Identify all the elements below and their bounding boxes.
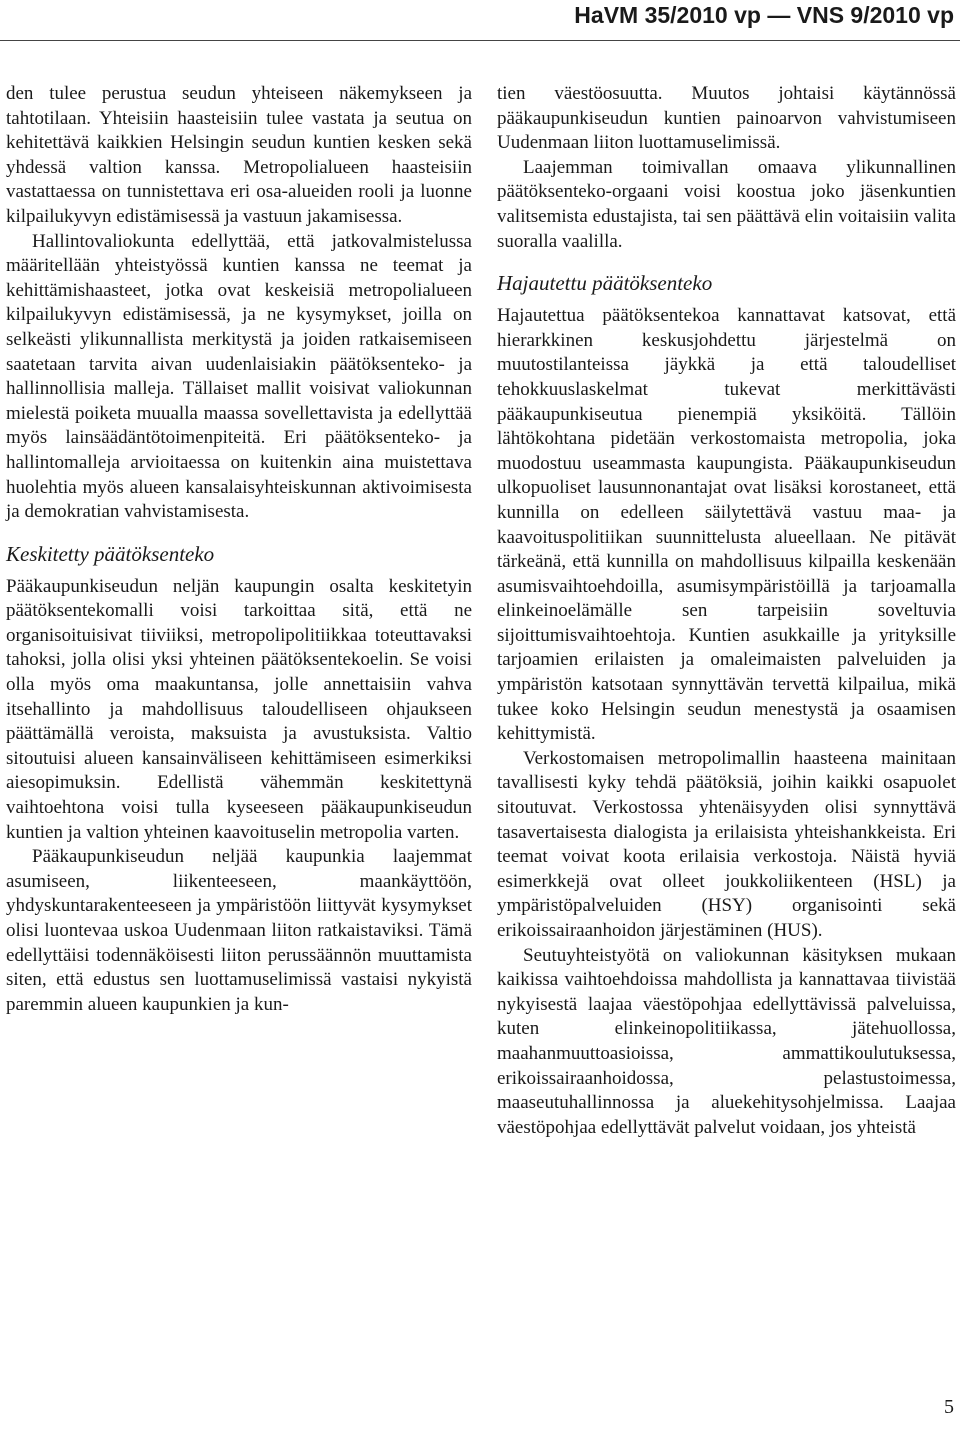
paragraph: den tulee perustua seudun yhteiseen näkemykseen ja tahtotilaan. Yhteisiin haasteisiin tulee vastata ja seutua on kehitettävä kaikkien Helsingin seudun kuntien kesken sekä yhdessä valtion kanssa. Metropolialueen haasteisiin vastattaessa on tunnistettava eri osa-alueiden rooli ja luonne kilpailukyvyn edistämisessä ja vastuun jakamisessa. [6, 83, 472, 227]
paragraph: Pääkaupunkiseudun neljän kaupungin osalta keskitetyin päätöksentekomalli voisi tarkoittaa sitä, että ne organisoituisivat tiiviiksi, metropolipolitiikkaa toteuttavaksi tahoksi, jolla olisi yksi yhteinen päätöksentekoelin. Se voisi olla myös oma maakuntansa, jolle annettaisiin vahva itsehallinto ja mahdollisuus taloudelliseen ohjaukseen päättämällä veroista, maksuista ja avustuksista. Valtio sitoutuisi alueen kansainväliseen kehittämiseen esimerkiksi aiesopimuksin. Edellistä vähemmän keskitettynä vaihtoehtona voisi tulla kyseeseen pääkaupunkiseudun kuntien ja valtion yhteinen kaavoituselin metropolia varten. [6, 575, 472, 843]
document-header: HaVM 35/2010 vp — VNS 9/2010 vp [574, 2, 954, 28]
paragraph: Hajautettua päätöksentekoa kannattavat katsovat, että hierarkkinen keskusjohdettu järjestelmä on muutostilanteissa jäykkä ja että taloudelliset tehokkuuslaskelmat tukevat merkittävästi pääkaupunkiseutua pienempiä yksiköitä. Tällöin lähtökohtana pidetään verkostomaista metropolia, joka muodostuu useammasta kaupungista. Pääkaupunkiseudun ulkopuoliset lausunnonantajat ovat lisäksi korostaneet, että kunnilla on edelleen säilytettävä vastuu maa- ja kaavoituspolitiikan suunnittelusta alueellaan. Ne pitävät tärkeänä, että kunnilla on mahdollisuus kilpailla keskenään asumisvaihtoehdoilla, asumisympäristöillä ja tarjoamalla elinkeinoelämälle sen tarpeisiin soveltuvia sijoittumisvaihtoehtoja. Kuntien asukkaille ja yrityksille tarjoamien erilaisten ja omaleimaisten palveluiden ja ympäristön katsotaan synnyttävän tervettä kilpailua, mikä tukee koko Helsingin seudun menestystä ja osaamisen kehittymistä. [497, 305, 956, 745]
paragraph: Hallintovaliokunta edellyttää, että jatkovalmistelussa määritellään yhteistyössä kuntien kanssa ne teemat ja kehittämishaasteet, jotka ovat keskeisiä metropolialueen kilpailukyvyn edistämisessä, ja ne kysymykset, joilla on selkeästi ylikunnallista merkitystä ja joiden ratkaisemiseen saatetaan tarvita aivan uudenlaisiakin päätöksenteko- ja hallinnollisia malleja. Tällaiset mallit voisivat valiokunnan mielestä poiketa muualla maassa sovellettavista ja edellyttää myös lainsäädäntötoimenpiteitä. Eri päätöksenteko- ja hallintomalleja arvioitaessa on kuitenkin aina muistettava huolehtia myös alueen kansalaisyhteiskunnan aktivoimisesta ja demokratian vahvistamisesta. [6, 230, 472, 523]
paragraph: Verkostomaisen metropolimallin haasteena mainitaan tavallisesti kyky tehdä päätöksiä, joihin kaikki osapuolet sitoutuvat. Verkostossa yhtenäisyyden olisi synnyttävä tasavertaisesta dialogista ja erilaisista yhteishankkeista. Eri teemat voivat koota erilaisia verkostoja. Näistä hyviä esimerkkejä ovat olleet joukkoliikenteen (HSL) ja ympäristöpalveluiden (HSY) organisointi sekä erikoissairaanhoidon järjestäminen (HUS). [497, 747, 956, 941]
paragraph: Pääkaupunkiseudun neljää kaupunkia laajemmat asumiseen, liikenteeseen, maankäyttöön, yhdyskuntarakenteeseen ja ympäristöön liittyvät kysymykset olisi luontevaa uskoa Uudenmaan liiton ratkaistaviksi. Tämä edellyttäisi todennäköisesti liiton perussäännön muuttamista siten, että edustus sen luottamuselimissä vastaisi nykyistä paremmin alueen kaupunkien ja kun- [6, 846, 472, 1015]
paragraph: Seutuyhteistyötä on valiokunnan käsityksen mukaan kaikissa vaihtoehdoissa mahdollista ja kannattavaa tiivistää nykyisestä laajaa väestöpohjaa edellyttävissä palveluissa, kuten elinkeinopolitiikassa, jätehuollossa, maahanmuuttoasioissa, ammattikoulutuksessa, erikoissairaanhoidossa, pelastustoimessa, maaseutuhallinnossa ja aluekehitysohjelmissa. Laajaa väestöpohjaa edellyttävät palvelut voidaan, jos yhteistä [497, 944, 956, 1138]
left-column [6, 82, 472, 1017]
section-heading: Keskitetty päätöksenteko [6, 541, 215, 566]
paragraph: Laajemman toimivallan omaava ylikunnallinen päätöksenteko-orgaani voisi koostua joko jäsenkuntien valitsemista edustajista, tai sen päättävä elin voitaisiin valita suoralla vaalilla. [497, 156, 956, 252]
header-rule [0, 40, 960, 41]
page-number: 5 [944, 1396, 954, 1418]
section-heading: Hajautettu päätöksenteko [497, 271, 713, 296]
paragraph: tien väestöosuutta. Muutos johtaisi käytännössä pääkaupunkiseudun kuntien painoarvon vahvistumiseen Uudenmaan liiton luottamuselimissä. [497, 83, 956, 154]
right-column [497, 82, 956, 1140]
